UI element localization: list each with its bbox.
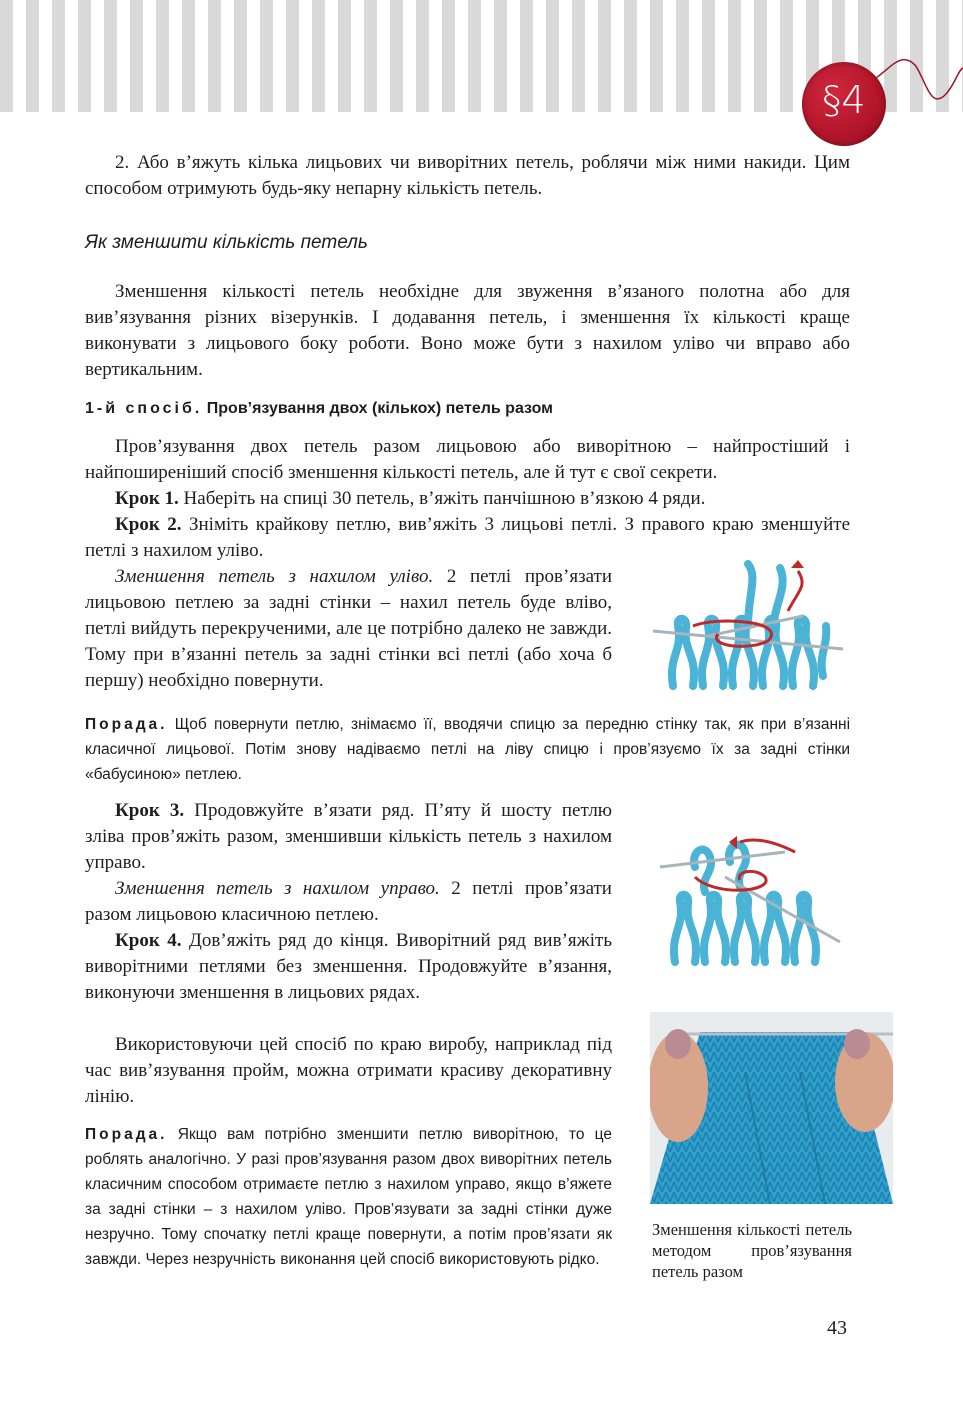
tip-2-label: Порада. bbox=[85, 1126, 168, 1143]
tip-2-text: Якщо вам потрібно зменшити петлю виворітною, то це роблять аналогічно. У разі пров’язування разом двох виворітних петель класичним способом отримаєте петлю з нахилом управо, якщо в’яжете за задні стінки – з нахилом уліво. Пров’язувати за задні стінки дуже незручно. Тому спочатку петлі краще повернути, а потім пров’язати як завжди. Через незручність виконання цей спосіб використовують рідко. bbox=[85, 1126, 612, 1268]
tip-1-label: Порада. bbox=[85, 716, 168, 733]
tip-1 bbox=[85, 712, 850, 787]
paragraph-decor: Використовуючи цей спосіб по краю виробу, наприклад під час вив’язування пройм, можна отримати красиву декоративну лінію. bbox=[85, 1034, 612, 1107]
step-4 bbox=[85, 928, 612, 1006]
step-2-label: Крок 2. bbox=[115, 514, 182, 535]
right-tilt-label: Зменшення петель з нахилом управо. bbox=[115, 878, 440, 899]
right-tilt-paragraph bbox=[85, 876, 612, 928]
section-badge bbox=[802, 62, 886, 146]
step-2-text: Зніміть крайкову петлю, вив’яжіть 3 лицьові петлі. З правого краю зменшуйте петлі з нахилом уліво. bbox=[85, 514, 850, 561]
right-tilt-text: 2 петлі пров’язати разом лицьовою класичною петлею. bbox=[85, 878, 612, 925]
paragraph-method: Пров’язування двох петель разом лицьовою або виворітною – найпростіший і найпоширеніший спосіб зменшення кількості петель, але й тут є свої секрети. bbox=[85, 436, 850, 483]
left-tilt-diagram bbox=[648, 556, 848, 696]
section-badge-label: §4 bbox=[822, 78, 866, 122]
method-heading bbox=[85, 400, 553, 418]
left-tilt-paragraph bbox=[85, 564, 612, 694]
step-4-label: Крок 4. bbox=[115, 930, 182, 951]
method-label: 1-й спосіб. bbox=[85, 400, 203, 417]
step-3-label: Крок 3. bbox=[115, 800, 185, 821]
tip-2 bbox=[85, 1122, 612, 1272]
step-3-text: Продовжуйте в’язати ряд. П’яту й шосту петлю зліва пров’яжіть разом, зменшивши кількість петель з нахилом управо. bbox=[85, 800, 612, 873]
paragraph-decrease: Зменшення кількості петель необхідне для звуження в’язаного полотна або для вив’язування різних візерунків. І додавання петель, і зменшення їх кількості краще виконувати з лицьового боку роботи. Воно може бути з нахилом уліво чи вправо або вертикальним. bbox=[85, 281, 850, 380]
subheading: Як зменшити кількість петель bbox=[85, 232, 368, 253]
method-title: Пров’язування двох (кількох) петель разом bbox=[206, 400, 553, 417]
step-1 bbox=[85, 486, 850, 512]
step-1-label: Крок 1. bbox=[115, 488, 179, 509]
step-4-text: Дов’яжіть ряд до кінця. Виворітний ряд вив’яжіть виворітними петлями без зменшення. Продовжуйте в’язання, виконуючи зменшення в лицьових рядах. bbox=[85, 930, 613, 1003]
left-tilt-text: 2 петлі пров’язати лицьовою петлею за задні стінки – нахил петель буде вліво, петлі вийдуть перекрученими, але це потрібно далеко не завжди. Тому при в’язанні петель за задні стінки всі петлі (або хоча б першу) необхідно повернути. bbox=[85, 566, 612, 691]
knitting-photo bbox=[650, 1012, 893, 1204]
step-1-text: Наберіть на спиці 30 петель, в’яжіть панчішною в’язкою 4 ряди. bbox=[183, 488, 706, 509]
step-3 bbox=[85, 798, 612, 876]
page-number: 43 bbox=[827, 1317, 847, 1339]
left-tilt-label: Зменшення петель з нахилом уліво. bbox=[115, 566, 434, 587]
photo-caption: Зменшення кількості петель методом пров’язування петель разом bbox=[652, 1220, 852, 1281]
tip-1-text: Щоб повернути петлю, знімаємо її, вводячи спицю за передню стінку так, як при в’язанні класичної лицьової. Потім знову надіваємо петлі на ліву спицю і пров’язуємо їх за задні стінки «бабусиною» петлею. bbox=[85, 716, 851, 783]
paragraph-intro: 2. Або в’яжуть кілька лицьових чи виворітних петель, роблячи між ними накиди. Цим способом отримують будь-яку непарну кількість петель. bbox=[85, 152, 850, 199]
right-tilt-diagram bbox=[655, 822, 845, 972]
